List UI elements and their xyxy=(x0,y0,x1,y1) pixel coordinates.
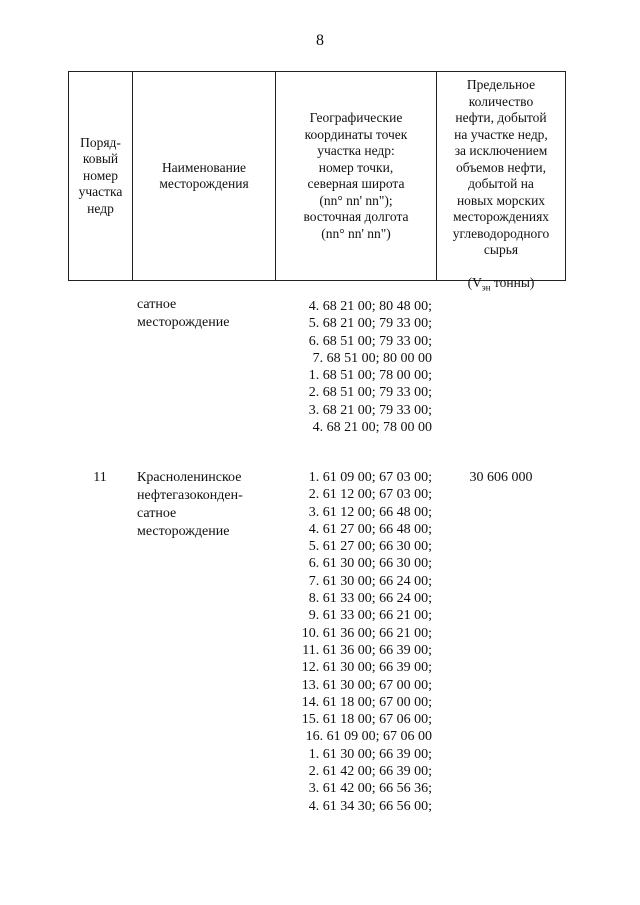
header-field-name: Наименование месторождения xyxy=(133,72,276,280)
coordinate-point: 7. 61 30 00; 66 24 00; xyxy=(308,573,432,589)
coordinate-point: 13. 61 30 00; 67 00 00; xyxy=(301,677,432,693)
coordinate-point: 4. 68 21 00; 78 00 00 xyxy=(312,420,432,436)
coordinate-point: 4. 61 34 30; 66 56 00; xyxy=(308,798,432,814)
coordinates-list xyxy=(275,298,432,436)
coordinate-point: 4. 61 27 00; 66 48 00; xyxy=(308,521,432,537)
coordinate-point: 9. 61 33 00; 66 21 00; xyxy=(308,608,432,624)
header-coordinates: Географические координаты точек участка недр: номер точки, северная широта (nn° nn' nn"); восточная долгота (nn° nn' nn") xyxy=(276,72,437,280)
field-name: Красноленинское нефтегазоконден- сатное месторождение xyxy=(137,470,243,539)
coordinate-point: 3. 68 21 00; 79 33 00; xyxy=(308,402,432,418)
coordinate-point: 6. 68 51 00; 79 33 00; xyxy=(308,333,432,349)
coordinate-point: 3. 61 12 00; 66 48 00; xyxy=(308,504,432,520)
field-name: сатное месторождение xyxy=(137,297,230,330)
coordinate-point: 4. 68 21 00; 80 48 00; xyxy=(308,299,432,314)
coordinate-point: 16. 61 09 00; 67 06 00 xyxy=(305,729,432,745)
header-unit-suffix: тонны) xyxy=(490,275,535,290)
coordinate-point: 5. 68 21 00; 79 33 00; xyxy=(308,316,432,332)
coordinate-point: 12. 61 30 00; 66 39 00; xyxy=(301,660,432,676)
table-header xyxy=(68,71,566,293)
coordinate-point: 6. 61 30 00; 66 30 00; xyxy=(308,556,432,572)
coordinate-point: 14. 61 18 00; 67 00 00; xyxy=(301,694,432,710)
coordinate-point: 2. 68 51 00; 79 33 00; xyxy=(308,385,432,401)
coordinate-point: 2. 61 12 00; 67 03 00; xyxy=(308,487,432,503)
oil-volume: 30 606 000 xyxy=(469,470,533,485)
coordinate-point: 5. 61 27 00; 66 30 00; xyxy=(308,539,432,555)
row-number: 11 xyxy=(93,470,107,485)
coordinate-point: 10. 61 36 00; 66 21 00; xyxy=(301,625,432,641)
coordinate-point: 1. 68 51 00; 78 00 00; xyxy=(308,368,432,384)
header-oil-limit xyxy=(437,72,565,293)
coordinate-point: 2. 61 42 00; 66 39 00; xyxy=(308,764,432,780)
header-unit-prefix: (V xyxy=(467,275,482,290)
header-sequence-number: Поряд- ковый номер участка недр xyxy=(69,72,133,280)
coordinate-point: 7. 68 51 00; 80 00 00 xyxy=(312,350,432,366)
coordinate-point: 15. 61 18 00; 67 06 00; xyxy=(301,712,432,728)
page-number: 8 xyxy=(316,32,324,49)
header-unit-subscript: эн xyxy=(481,282,491,293)
coordinate-point: 8. 61 33 00; 66 24 00; xyxy=(308,591,432,607)
header-oil-limit-text: Предельное количество нефти, добытой на участке недр, за исключением объемов нефти, добытой на новых морских месторождениях углеводородного сырья xyxy=(452,77,550,257)
coordinate-point: 1. 61 09 00; 67 03 00; xyxy=(308,470,432,485)
coordinate-point: 1. 61 30 00; 66 39 00; xyxy=(308,746,432,762)
coordinate-point: 3. 61 42 00; 66 56 36; xyxy=(308,781,432,797)
coordinate-point: 11. 61 36 00; 66 39 00; xyxy=(302,642,432,658)
coordinates-list xyxy=(275,469,432,815)
